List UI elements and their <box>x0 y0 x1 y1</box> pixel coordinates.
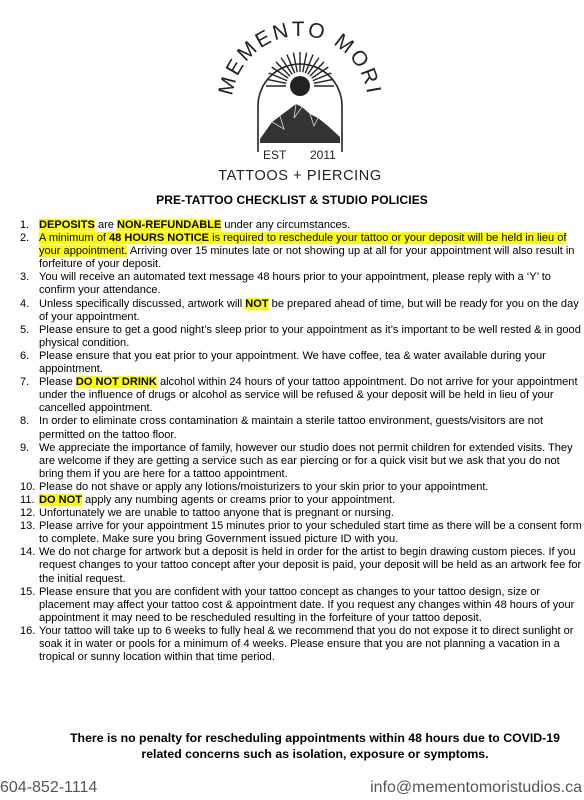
policy-text-segment: under any circumstances. <box>221 219 351 231</box>
policy-number: 6. <box>20 349 30 362</box>
policy-text-segment: Arriving over 15 minutes late or not showing up at all for your appointment will also result in forfeiture of your deposit. <box>39 245 575 271</box>
policy-number: 2. <box>20 232 30 245</box>
policy-text <box>39 232 582 271</box>
policy-item <box>20 298 582 324</box>
policy-item <box>20 586 582 625</box>
footer-phone: 604-852-1114 <box>0 779 98 796</box>
policy-number: 9. <box>20 441 30 454</box>
policy-number: 13. <box>20 520 36 533</box>
policy-number: 10. <box>20 480 36 493</box>
policy-number: 11. <box>20 493 35 506</box>
mountain-sun-icon <box>210 4 390 184</box>
policy-text-segment: Please ensure that you eat prior to your appointment. We have coffee, tea & water available during your appointment. <box>39 349 546 376</box>
policy-text <box>39 586 582 625</box>
logo-tagline: TATTOOS + PIERCING <box>218 168 382 184</box>
policy-number: 12. <box>20 507 36 520</box>
policy-item <box>20 350 582 376</box>
policy-item <box>20 232 582 271</box>
policy-text <box>39 376 582 415</box>
policy-number: 7. <box>20 376 30 389</box>
policy-text-segment: Please ensure that you are confident with your tattoo concept as changes to your tattoo design, size or placement may affect your tattoo cost & appointment date. If you request any changes within 48 hours of your appointment it may need to be rescheduled resulting in the forfeiture of your tattoo deposit. <box>39 585 575 624</box>
sun-ray <box>314 79 334 83</box>
highlighted-text: DO NOT DRINK <box>75 376 157 389</box>
sun-ray <box>293 53 297 73</box>
sun-ray <box>267 79 287 83</box>
policy-text-segment: Unfortunately we are unable to tattoo anyone that is pregnant or nursing. <box>39 507 394 520</box>
policy-item <box>20 271 582 297</box>
policy-item <box>20 219 582 232</box>
highlighted-text: NOT <box>245 297 269 310</box>
policy-item <box>20 481 582 494</box>
policy-text-segment: be prepared ahead of time, but will be ready for you on the day of your appointment. <box>39 297 579 323</box>
logo-est: EST <box>263 148 287 162</box>
policy-item <box>20 546 582 585</box>
policy-text-segment: Please ensure to get a good night’s sleep prior to your appointment as it’s important to be well rested & in good physical condition. <box>39 323 581 349</box>
sun-ray <box>313 73 331 81</box>
policy-text <box>39 324 582 350</box>
highlighted-text: DEPOSITS <box>39 219 95 231</box>
policy-text-segment: Please <box>39 376 76 389</box>
policy-list <box>20 219 582 664</box>
policy-item <box>20 494 582 507</box>
policy-item <box>20 324 582 350</box>
sun-ray <box>269 73 287 81</box>
policy-number: 16. <box>20 624 36 637</box>
sun-ray <box>303 53 307 73</box>
highlighted-text: DO NOT <box>39 493 82 506</box>
highlighted-text: is required to reschedule your tattoo or your deposit will be held in lieu of your appointment. <box>39 232 567 258</box>
studio-logo <box>210 4 390 184</box>
policy-text <box>39 271 582 297</box>
policy-text-segment: alcohol within 24 hours of your tattoo appointment. Do not arrive for your appointment under the influence of drugs or alcohol as service will be refused & your deposit will be held in lieu of your cancelled appointment. <box>39 376 578 415</box>
policy-text-segment: In order to eliminate cross contamination & maintain a sterile tattoo environment, guests/visitors are not permitted on the tattoo floor. <box>39 415 544 441</box>
policy-text <box>39 625 582 664</box>
logo-year: 2011 <box>310 148 336 162</box>
policy-text-segment: We appreciate the importance of family, however our studio does not permit children for extended visits. They are welcome if they are getting a service such as ear piercing or for a quick visit but we ask that you do not bring them if you are here for a tattoo appointment. <box>39 441 573 480</box>
policy-item <box>20 442 582 481</box>
policy-text-segment: are <box>94 219 117 231</box>
policy-text-segment: Please arrive for your appointment 15 minutes prior to your scheduled start time as there will be a consent form to complete. Make sure you bring Government issued picture ID with you. <box>39 520 582 546</box>
policy-text <box>39 494 582 507</box>
policy-text <box>39 298 582 324</box>
policy-number: 15. <box>20 585 36 598</box>
policy-number: 5. <box>20 323 30 336</box>
policy-number: 4. <box>20 297 30 310</box>
footer-email: info@mementomoristudios.ca <box>370 779 582 796</box>
policy-text <box>39 442 582 481</box>
highlighted-text: NON-REFUNDABLE <box>116 219 222 231</box>
policy-item <box>20 507 582 520</box>
policy-text-segment: Your tattoo will take up to 6 weeks to fully heal & we recommend that you do not expose it to direct sunlight or soak it in water or pools for a minimum of 4 weeks. Please ensure that you are not planning a vacation in a tropical or sunny location within that time period. <box>39 624 574 664</box>
policy-item <box>20 415 582 441</box>
page-title: PRE-TATTOO CHECKLIST & STUDIO POLICIES <box>156 193 428 207</box>
policy-text <box>39 546 582 585</box>
policy-text-segment: apply any numbing agents or creams prior to your appointment. <box>81 493 396 506</box>
policy-item <box>20 520 582 546</box>
policy-item <box>20 376 582 415</box>
policy-text <box>39 481 582 494</box>
policy-text-segment: We do not charge for artwork but a deposit is held in order for the artist to begin drawing custom pieces. If you request changes to your tattoo concept after your deposit is paid, your deposit will be held as an artwork fee for the initial request. <box>39 546 582 585</box>
policy-text <box>39 520 582 546</box>
policy-text-segment: Please do not shave or apply any lotions/moisturizers to your skin prior to your appointment. <box>39 480 489 493</box>
policy-text <box>39 507 582 520</box>
highlighted-text: 48 HOURS NOTICE <box>108 232 210 245</box>
covid-notice: There is no penalty for rescheduling appointments within 48 hours due to COVID-19 related concerns such as isolation, exposure or symptoms. <box>70 731 560 761</box>
policy-text-segment: Unless specifically discussed, artwork will <box>39 297 246 310</box>
policy-text <box>39 350 582 376</box>
policy-text-segment: You will receive an automated text message 48 hours prior to your appointment, please reply with a ‘Y’ to confirm your attendance. <box>39 271 551 297</box>
policy-item <box>20 625 582 664</box>
policy-number: 1. <box>20 219 30 231</box>
policy-number: 8. <box>20 415 30 428</box>
highlighted-text: A minimum of <box>39 232 109 245</box>
policy-text <box>39 219 582 232</box>
policy-number: 14. <box>20 546 36 559</box>
policy-number: 3. <box>20 271 30 284</box>
logo-arc-text: MEMENTO MORI <box>214 17 386 98</box>
policy-text <box>39 415 582 441</box>
